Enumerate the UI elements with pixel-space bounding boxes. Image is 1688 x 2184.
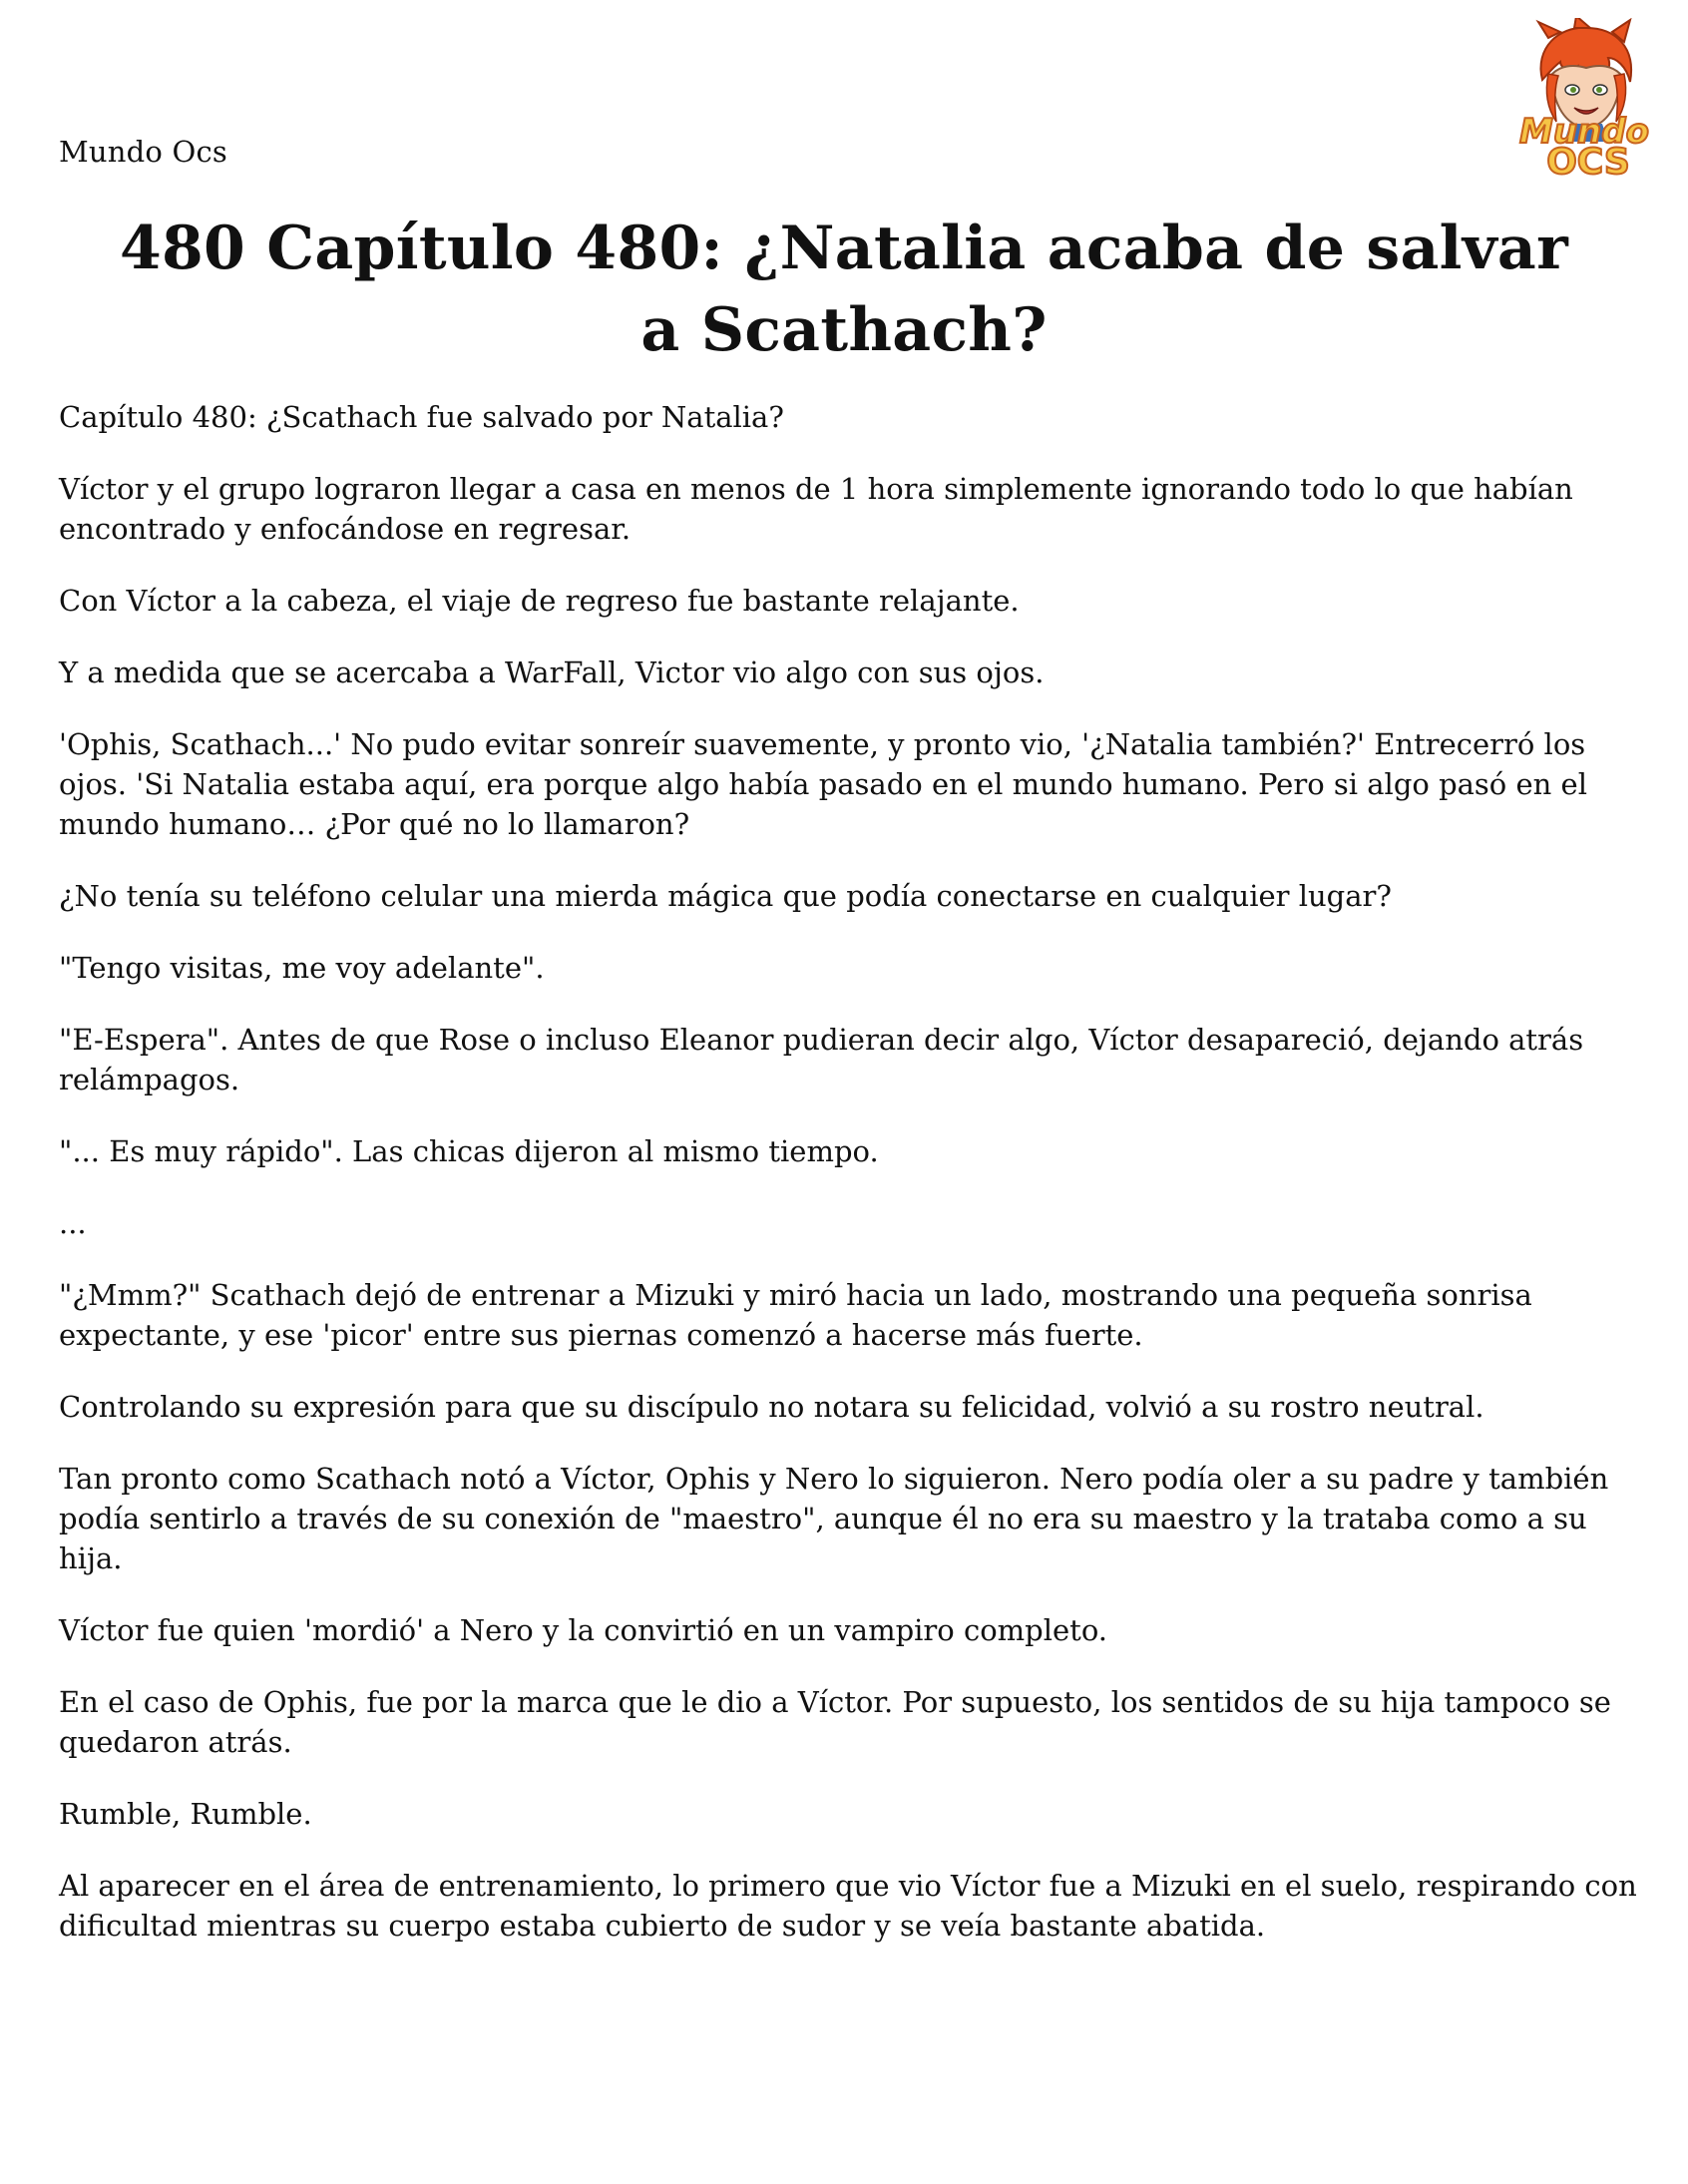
paragraph: "¿Mmm?" Scathach dejó de entrenar a Mizuki y miró hacia un lado, mostrando una pequeña sonrisa expectante, y ese 'picor' entre sus piernas comenzó a hacerse más fuerte. [59, 1278, 1532, 1352]
paragraph: Al aparecer en el área de entrenamiento, lo primero que vio Víctor fue a Mizuki en el suelo, respirando con dificultad mientras su cuerpo estaba cubierto de sudor y se veía bastante abatida. [59, 1869, 1637, 1943]
paragraph: "Tengo visitas, me voy adelante". [59, 951, 545, 985]
paragraph: 'Ophis, Scathach...' No pudo evitar sonreír suavemente, y pronto vio, '¿Natalia también?' Entrecerró los ojos. 'Si Natalia estaba aquí, era porque algo había pasado en el mundo humano. Pero si algo pasó en el mundo humano… ¿Por qué no lo llamaron? [59, 727, 1587, 841]
paragraph: Tan pronto como Scathach notó a Víctor, Ophis y Nero lo siguieron. Nero podía oler a su padre y también podía sentirlo a través de su conexión de "maestro", aunque él no era su maestro y la trataba como a su hija. [59, 1462, 1609, 1575]
logo-text-mundo: Mundo [1519, 112, 1649, 152]
paragraph: "E-Espera". Antes de que Rose o incluso Eleanor pudieran decir algo, Víctor desapareció, dejando atrás relámpagos. [59, 1023, 1584, 1096]
mundo-ocs-logo [1504, 18, 1664, 180]
paragraph: "... Es muy rápido". Las chicas dijeron al mismo tiempo. [59, 1134, 879, 1168]
paragraph: Rumble, Rumble. [59, 1797, 312, 1831]
chapter-title: 480 Capítulo 480: ¿Natalia acaba de salvar a Scathach? [119, 214, 1569, 365]
paragraph: Y a medida que se acercaba a WarFall, Victor vio algo con sus ojos. [59, 655, 1045, 689]
paragraph: Víctor y el grupo lograron llegar a casa en menos de 1 hora simplemente ignorando todo lo que habían encontrado y enfocándose en regresar. [59, 472, 1573, 546]
logo-text-ocs: OCS [1546, 142, 1630, 180]
scene-break: ... [59, 1206, 87, 1240]
paragraph: Víctor fue quien 'mordió' a Nero y la convirtió en un vampiro completo. [59, 1613, 1107, 1647]
paragraph: Capítulo 480: ¿Scathach fue salvado por Natalia? [59, 400, 784, 434]
paragraph: ¿No tenía su teléfono celular una mierda mágica que podía conectarse en cualquier lugar? [59, 879, 1392, 913]
paragraph: Controlando su expresión para que su discípulo no notara su felicidad, volvió a su rostro neutral. [59, 1390, 1484, 1424]
paragraph: En el caso de Ophis, fue por la marca que le dio a Víctor. Por supuesto, los sentidos de su hija tampoco se quedaron atrás. [59, 1685, 1611, 1759]
paragraph: Con Víctor a la cabeza, el viaje de regreso fue bastante relajante. [59, 584, 1020, 618]
site-name-header: Mundo Ocs [59, 135, 227, 169]
chapter-body [59, 397, 1645, 1977]
